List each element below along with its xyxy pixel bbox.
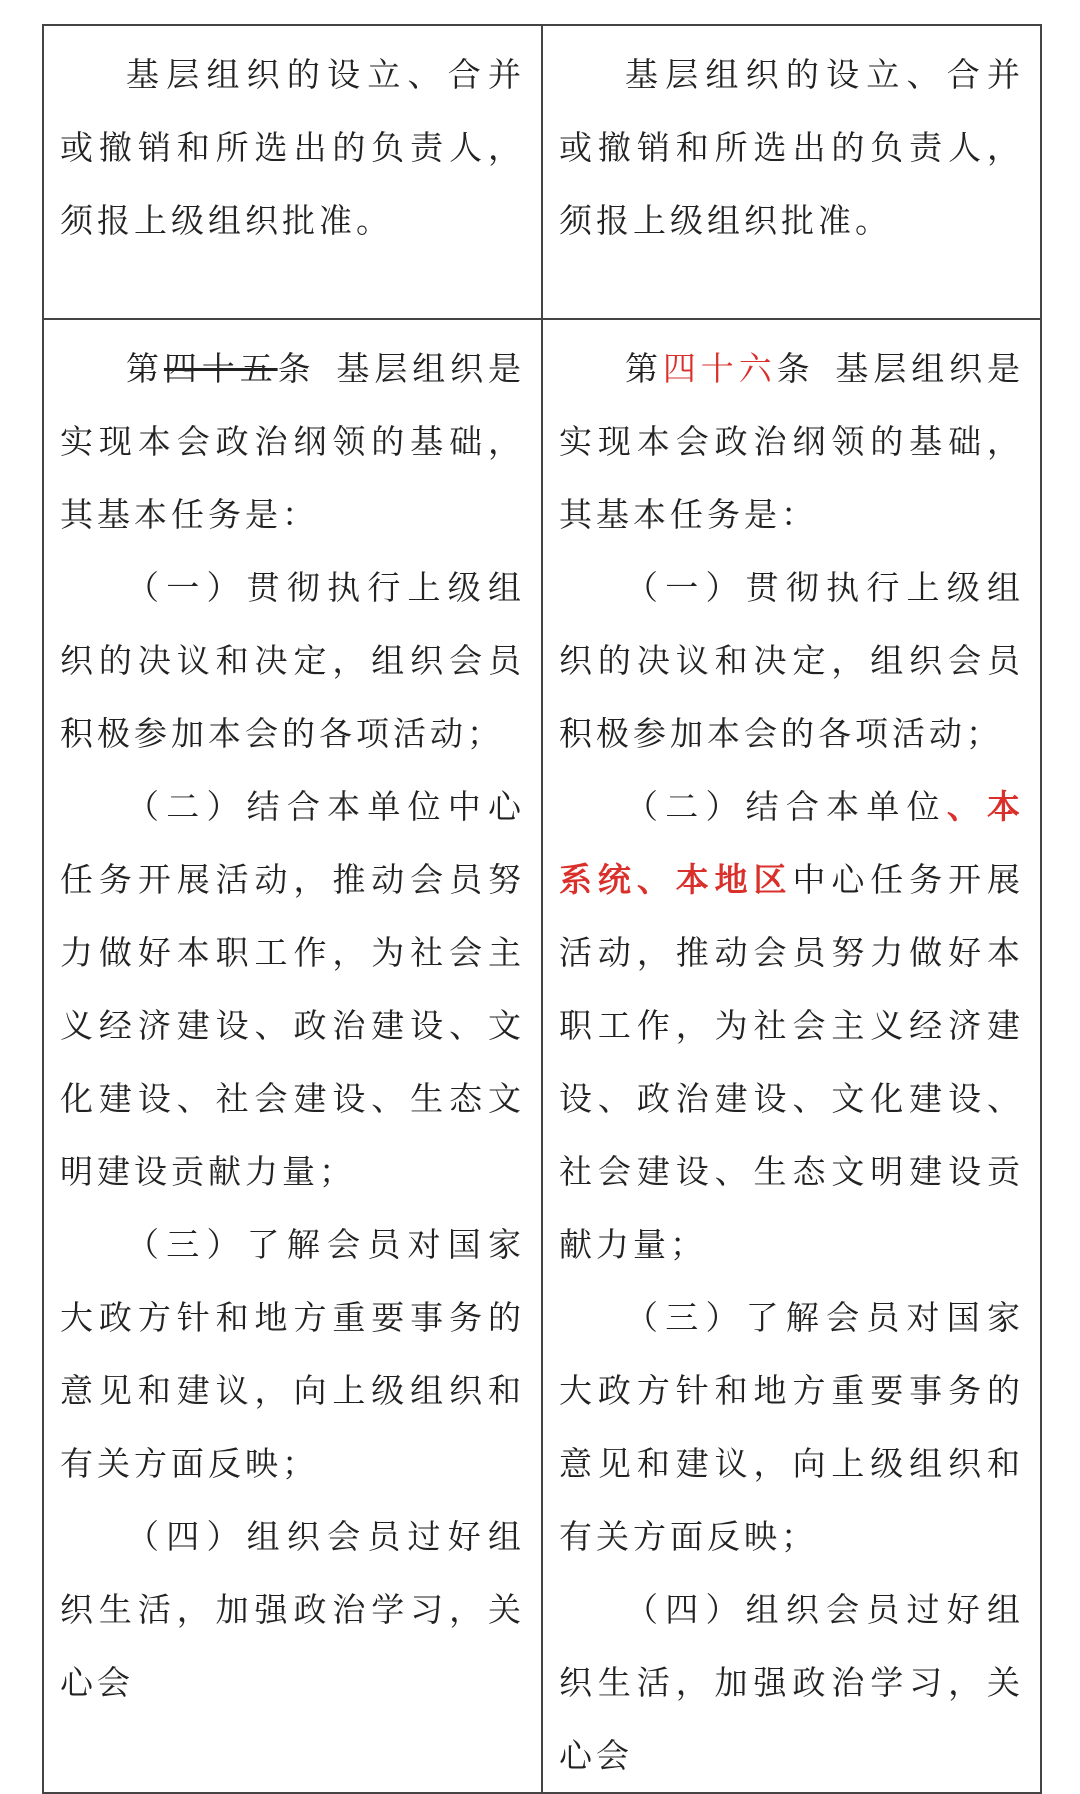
- list-item: （二）结合本单位中心任务开展活动，推动会员努力做好本职工作，为社会主义经济建设、政治建设、文化建设、社会建设、生态文明建设贡献力量；: [60, 787, 525, 1191]
- article-heading: [60, 332, 525, 551]
- list-item: （四）组织会员过好组织生活，加强政治学习，关心会: [60, 1517, 525, 1702]
- table-row: [43, 25, 1041, 319]
- deleted-article-number: 四十五: [163, 349, 278, 388]
- article-text: 基层组织是实现本会政治纲领的基础，其基本任务是：: [559, 349, 1025, 534]
- article-prefix: 第: [625, 349, 663, 388]
- article-prefix: 第: [126, 349, 164, 388]
- paragraph: 基层组织的设立、合并或撤销和所选出的负责人，须报上级组织批准。: [60, 55, 525, 240]
- inserted-article-number: 四十六: [662, 349, 777, 388]
- list-item: [559, 770, 1024, 1281]
- list-item: （四）组织会员过好组织生活，加强政治学习，关心会: [559, 1590, 1024, 1775]
- item-text: （二）结合本单位: [625, 787, 947, 826]
- article-suffix: 条: [277, 349, 316, 388]
- article-heading: [559, 332, 1024, 551]
- original-text-cell: [43, 25, 542, 319]
- table-row: [43, 319, 1041, 1793]
- original-text-cell: [43, 319, 542, 1793]
- revised-text-cell: [542, 25, 1041, 319]
- comparison-table: [42, 24, 1042, 1794]
- article-text: 基层组织是实现本会政治纲领的基础，其基本任务是：: [60, 349, 526, 534]
- item-text: 中心任务开展活动，推动会员努力做好本职工作，为社会主义经济建设、政治建设、文化建设、社会建设、生态文明建设贡献力量；: [559, 860, 1025, 1264]
- list-item: （一）贯彻执行上级组织的决议和决定，组织会员积极参加本会的各项活动；: [60, 568, 525, 753]
- inserted-text: 、本系统、本地区: [559, 787, 1025, 899]
- list-item: （三）了解会员对国家大政方针和地方重要事务的意见和建议，向上级组织和有关方面反映；: [559, 1298, 1024, 1556]
- paragraph: 基层组织的设立、合并或撤销和所选出的负责人，须报上级组织批准。: [559, 55, 1024, 240]
- list-item: （三）了解会员对国家大政方针和地方重要事务的意见和建议，向上级组织和有关方面反映；: [60, 1225, 525, 1483]
- list-item: （一）贯彻执行上级组织的决议和决定，组织会员积极参加本会的各项活动；: [559, 568, 1024, 753]
- revised-text-cell: [542, 319, 1041, 1793]
- article-suffix: 条: [776, 349, 815, 388]
